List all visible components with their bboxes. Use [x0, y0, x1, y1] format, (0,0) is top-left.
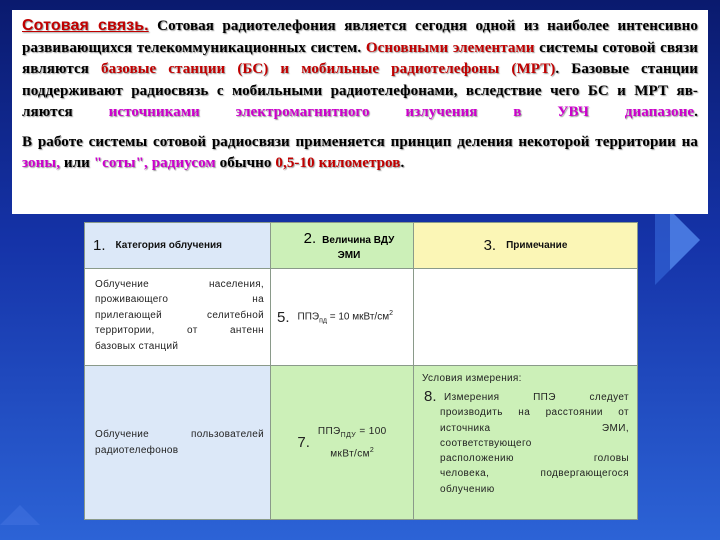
- p1-text-4: .: [694, 104, 698, 120]
- p1-text-1: Сотовая радиотелефония является сегодня одной из наиболее интенсивно развивающихся телекоммуникационных систем.: [22, 18, 698, 56]
- p2-text-3: обычно: [215, 155, 276, 171]
- measurement-conditions-title: Условия измерения:: [422, 373, 522, 384]
- conditions-line: облучению: [440, 483, 495, 495]
- row1-formula-symbol: ППЭ: [297, 311, 320, 323]
- p2-text-1: В работе системы сотовой радиосвязи применяется принцип деления некоторой территории на: [22, 133, 698, 150]
- intro-text-box: [12, 10, 708, 214]
- conditions-line: производить на расстоянии от: [440, 407, 629, 419]
- p1-highlight-emi: источниками электромагнитного излучения в УВЧ диапазоне: [108, 104, 695, 120]
- row1-note: [414, 269, 637, 366]
- header-note-number: 3.: [483, 237, 497, 254]
- p1-text-3: . Базовые станции поддерживают радиосвязь с мобильными радиотелефонами, вследствие чего БС и МРТ яв-ляются: [22, 61, 698, 120]
- row2-limit-number: 7.: [297, 434, 310, 451]
- row2-note: [414, 366, 637, 519]
- p1-text-2: системы сотовой связи являются: [22, 39, 699, 77]
- header-limit-number: 2.: [303, 230, 317, 247]
- p2-highlight-cells: "соты", радиусом: [93, 155, 216, 171]
- row1-category-line: прилегающей селитебной: [95, 309, 264, 321]
- header-limit-label-1: Величина ВДУ: [322, 235, 395, 246]
- row2-formula-exponent: 2: [369, 446, 375, 454]
- row2-category-line: радиотелефонов: [95, 444, 179, 456]
- header-note: [414, 223, 637, 269]
- row1-limit-number: 5.: [277, 308, 290, 326]
- measurement-conditions-text: [440, 390, 629, 497]
- row1-category-line: Облучение населения,: [95, 279, 264, 290]
- slide-heading: Сотовая связь.: [22, 17, 149, 34]
- conditions-line: расположению головы: [440, 453, 629, 465]
- header-limit-value: [271, 223, 414, 269]
- row1-formula-subscript: пд: [319, 317, 327, 325]
- p2-highlight-radius: 0,5-10 километров: [275, 155, 401, 171]
- row2-formula: [318, 424, 387, 461]
- emi-limits-table: [84, 222, 638, 520]
- p2-text-4: .: [400, 155, 405, 171]
- measurement-conditions-number: 8.: [424, 388, 437, 405]
- row2-formula-symbol: ППЭ: [317, 425, 341, 437]
- row1-category-line: проживающего на: [95, 294, 264, 306]
- row2-category: [85, 366, 271, 519]
- row2-formula-subscript: ПДУ: [340, 431, 357, 439]
- conditions-line: Измерения ППЭ следует: [444, 392, 629, 403]
- header-category: [85, 223, 271, 269]
- paragraph-cells: [22, 132, 698, 175]
- p2-highlight-zones: зоны,: [22, 155, 61, 171]
- header-note-label: Примечание: [506, 240, 568, 251]
- header-category-label: Категория облучения: [115, 240, 222, 251]
- header-category-number: 1.: [93, 237, 106, 254]
- paragraph-cellular: [22, 15, 698, 124]
- row2-formula-value: = 100: [356, 425, 387, 437]
- row1-category-line: базовых станций: [95, 340, 179, 352]
- row2-formula-unit: мкВт/см: [330, 448, 370, 460]
- p2-text-2: или: [60, 155, 94, 171]
- header-limit-label-2: ЭМИ: [337, 250, 361, 261]
- row2-category-line: Облучение пользователей: [95, 429, 264, 441]
- p1-highlight-stations: базовые станции (БС) и мобильные радиотелефоны (МРТ): [101, 61, 556, 77]
- row1-category: [85, 269, 271, 366]
- conditions-line: человека, подвергающегося: [440, 468, 629, 480]
- row2-limit: [271, 366, 414, 519]
- row1-formula-exponent: 2: [389, 309, 393, 317]
- p1-highlight-main-elements: Основными элементами: [365, 39, 535, 56]
- conditions-line: соответствующего: [440, 437, 532, 449]
- conditions-line: источника ЭМИ,: [440, 422, 629, 434]
- row1-formula-value: = 10 мкВт/см: [326, 311, 390, 323]
- row1-limit: [271, 269, 414, 366]
- row1-category-line: территории, от антенн: [95, 325, 264, 337]
- row1-formula: [298, 310, 393, 324]
